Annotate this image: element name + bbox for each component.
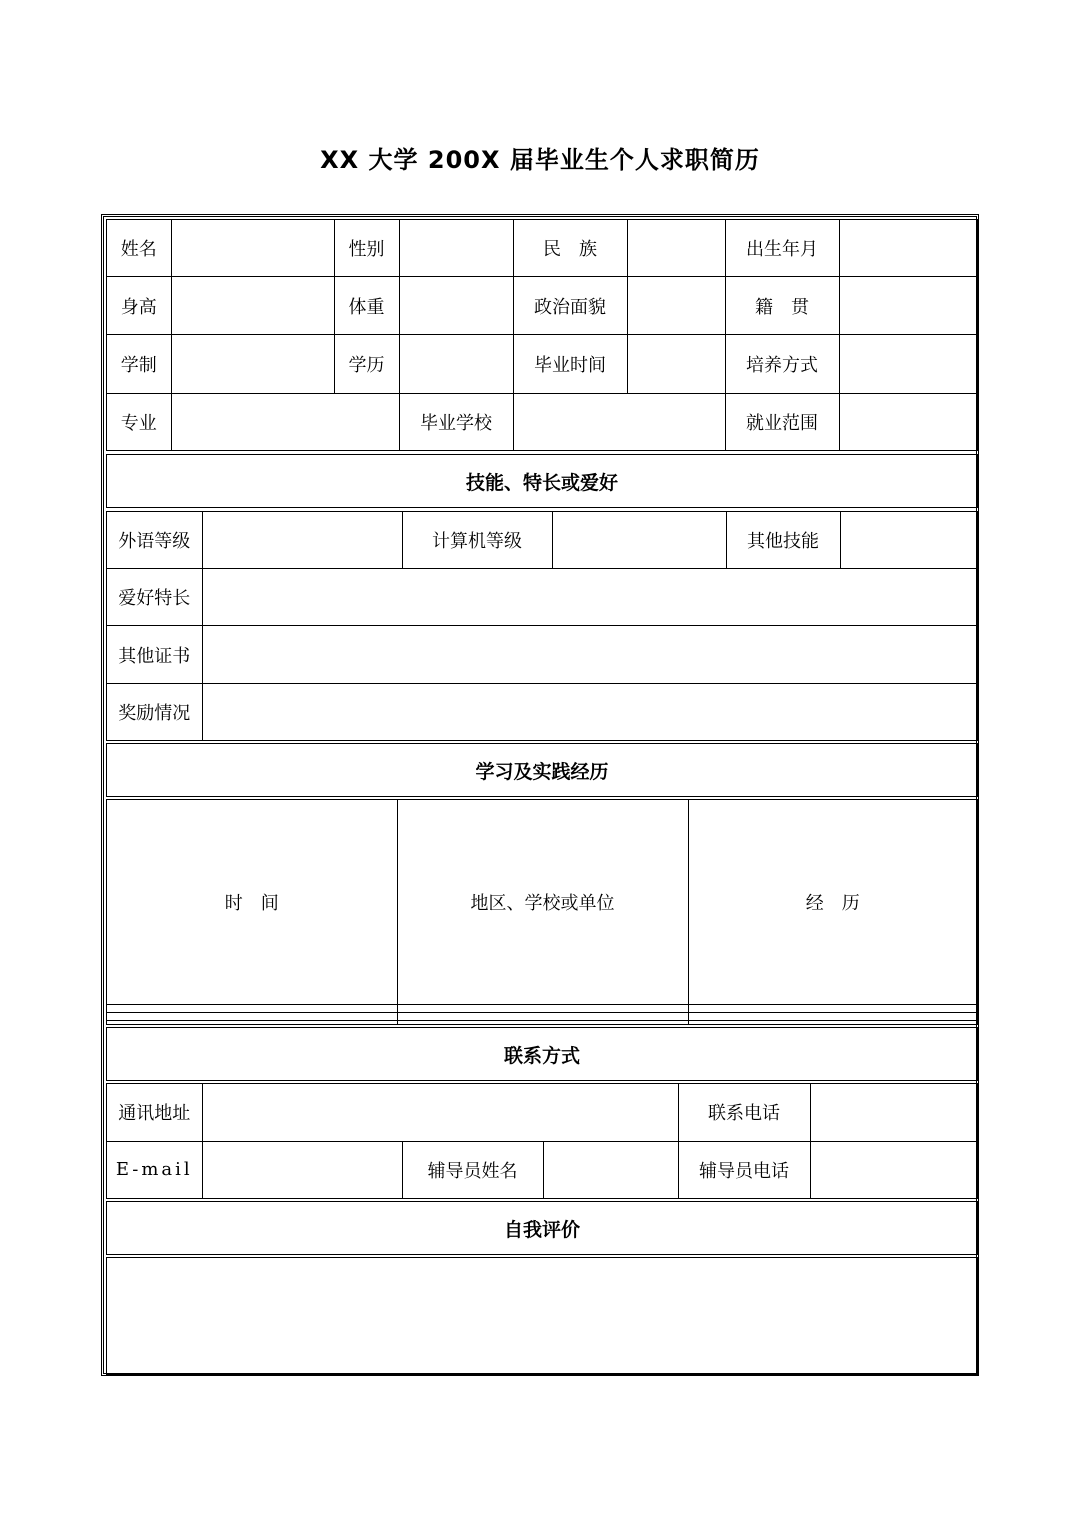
field-birth[interactable] bbox=[839, 220, 977, 277]
label-hobby: 爱好特长 bbox=[107, 568, 202, 626]
self-eval-field[interactable] bbox=[106, 1257, 978, 1375]
label-system: 学制 bbox=[107, 335, 171, 393]
field-time[interactable] bbox=[107, 1005, 397, 1013]
field-major[interactable] bbox=[171, 393, 399, 450]
page-title: XX 大学 200X 届毕业生个人求职简历 bbox=[320, 146, 760, 174]
label-counselor-name: 辅导员姓名 bbox=[402, 1141, 543, 1198]
label-native: 籍 贯 bbox=[725, 277, 839, 335]
field-computer[interactable] bbox=[552, 512, 726, 568]
field-experience[interactable] bbox=[688, 1005, 977, 1013]
label-counselor-phone: 辅导员电话 bbox=[678, 1141, 810, 1198]
table-row bbox=[107, 1005, 977, 1013]
field-school[interactable] bbox=[513, 393, 725, 450]
col-place: 地区、学校或单位 bbox=[397, 800, 688, 1005]
label-education: 学历 bbox=[334, 335, 399, 393]
basic-info-section bbox=[106, 219, 978, 451]
field-employment[interactable] bbox=[839, 393, 977, 450]
field-height[interactable] bbox=[171, 277, 334, 335]
self-eval-header-text: 自我评价 bbox=[503, 1218, 580, 1241]
field-experience[interactable] bbox=[688, 1012, 977, 1020]
field-native[interactable] bbox=[839, 277, 977, 335]
resume-table bbox=[101, 214, 979, 1376]
field-system[interactable] bbox=[171, 335, 334, 393]
field-ethnicity[interactable] bbox=[627, 220, 725, 277]
field-political[interactable] bbox=[627, 277, 725, 335]
table-row bbox=[107, 1020, 977, 1024]
label-employment: 就业范围 bbox=[725, 393, 839, 450]
label-language: 外语等级 bbox=[107, 512, 202, 568]
contact-section bbox=[106, 1083, 978, 1199]
label-email: E-mail bbox=[107, 1141, 202, 1198]
label-certificate: 其他证书 bbox=[107, 626, 202, 684]
skills-header-text: 技能、特长或爱好 bbox=[465, 471, 618, 494]
label-height: 身高 bbox=[107, 277, 171, 335]
field-name[interactable] bbox=[171, 220, 334, 277]
self-eval-header bbox=[106, 1201, 978, 1255]
field-time[interactable] bbox=[107, 1012, 397, 1020]
field-language[interactable] bbox=[202, 512, 402, 568]
label-political: 政治面貌 bbox=[513, 277, 627, 335]
field-time[interactable] bbox=[107, 1020, 397, 1024]
field-counselor-name[interactable] bbox=[543, 1141, 678, 1198]
experience-header bbox=[106, 743, 978, 797]
skills-header bbox=[106, 454, 978, 508]
contact-header bbox=[106, 1027, 978, 1081]
experience-header-text: 学习及实践经历 bbox=[475, 760, 609, 783]
label-other-skill: 其他技能 bbox=[726, 512, 840, 568]
label-ethnicity: 民 族 bbox=[513, 220, 627, 277]
label-award: 奖励情况 bbox=[107, 684, 202, 740]
label-school: 毕业学校 bbox=[399, 393, 513, 450]
field-place[interactable] bbox=[397, 1012, 688, 1020]
label-phone: 联系电话 bbox=[678, 1084, 810, 1141]
field-hobby[interactable] bbox=[202, 568, 977, 626]
field-address[interactable] bbox=[202, 1084, 678, 1141]
col-experience: 经 历 bbox=[688, 800, 977, 1005]
field-training[interactable] bbox=[839, 335, 977, 393]
label-computer: 计算机等级 bbox=[402, 512, 552, 568]
field-education[interactable] bbox=[399, 335, 513, 393]
label-address: 通讯地址 bbox=[107, 1084, 202, 1141]
experience-section bbox=[106, 799, 978, 1025]
label-major: 专业 bbox=[107, 393, 171, 450]
col-time: 时 间 bbox=[107, 800, 397, 1005]
label-training: 培养方式 bbox=[725, 335, 839, 393]
field-gender[interactable] bbox=[399, 220, 513, 277]
field-place[interactable] bbox=[397, 1005, 688, 1013]
skills-section bbox=[106, 511, 978, 741]
field-award[interactable] bbox=[202, 684, 977, 740]
label-birth: 出生年月 bbox=[725, 220, 839, 277]
field-email[interactable] bbox=[202, 1141, 402, 1198]
label-gender: 性别 bbox=[334, 220, 399, 277]
label-name: 姓名 bbox=[107, 220, 171, 277]
field-experience[interactable] bbox=[688, 1020, 977, 1024]
field-certificate[interactable] bbox=[202, 626, 977, 684]
field-grad-time[interactable] bbox=[627, 335, 725, 393]
label-weight: 体重 bbox=[334, 277, 399, 335]
field-phone[interactable] bbox=[810, 1084, 977, 1141]
label-grad-time: 毕业时间 bbox=[513, 335, 627, 393]
field-other-skill[interactable] bbox=[840, 512, 977, 568]
contact-header-text: 联系方式 bbox=[503, 1044, 580, 1067]
field-place[interactable] bbox=[397, 1020, 688, 1024]
field-counselor-phone[interactable] bbox=[810, 1141, 977, 1198]
table-row bbox=[107, 1012, 977, 1020]
field-weight[interactable] bbox=[399, 277, 513, 335]
